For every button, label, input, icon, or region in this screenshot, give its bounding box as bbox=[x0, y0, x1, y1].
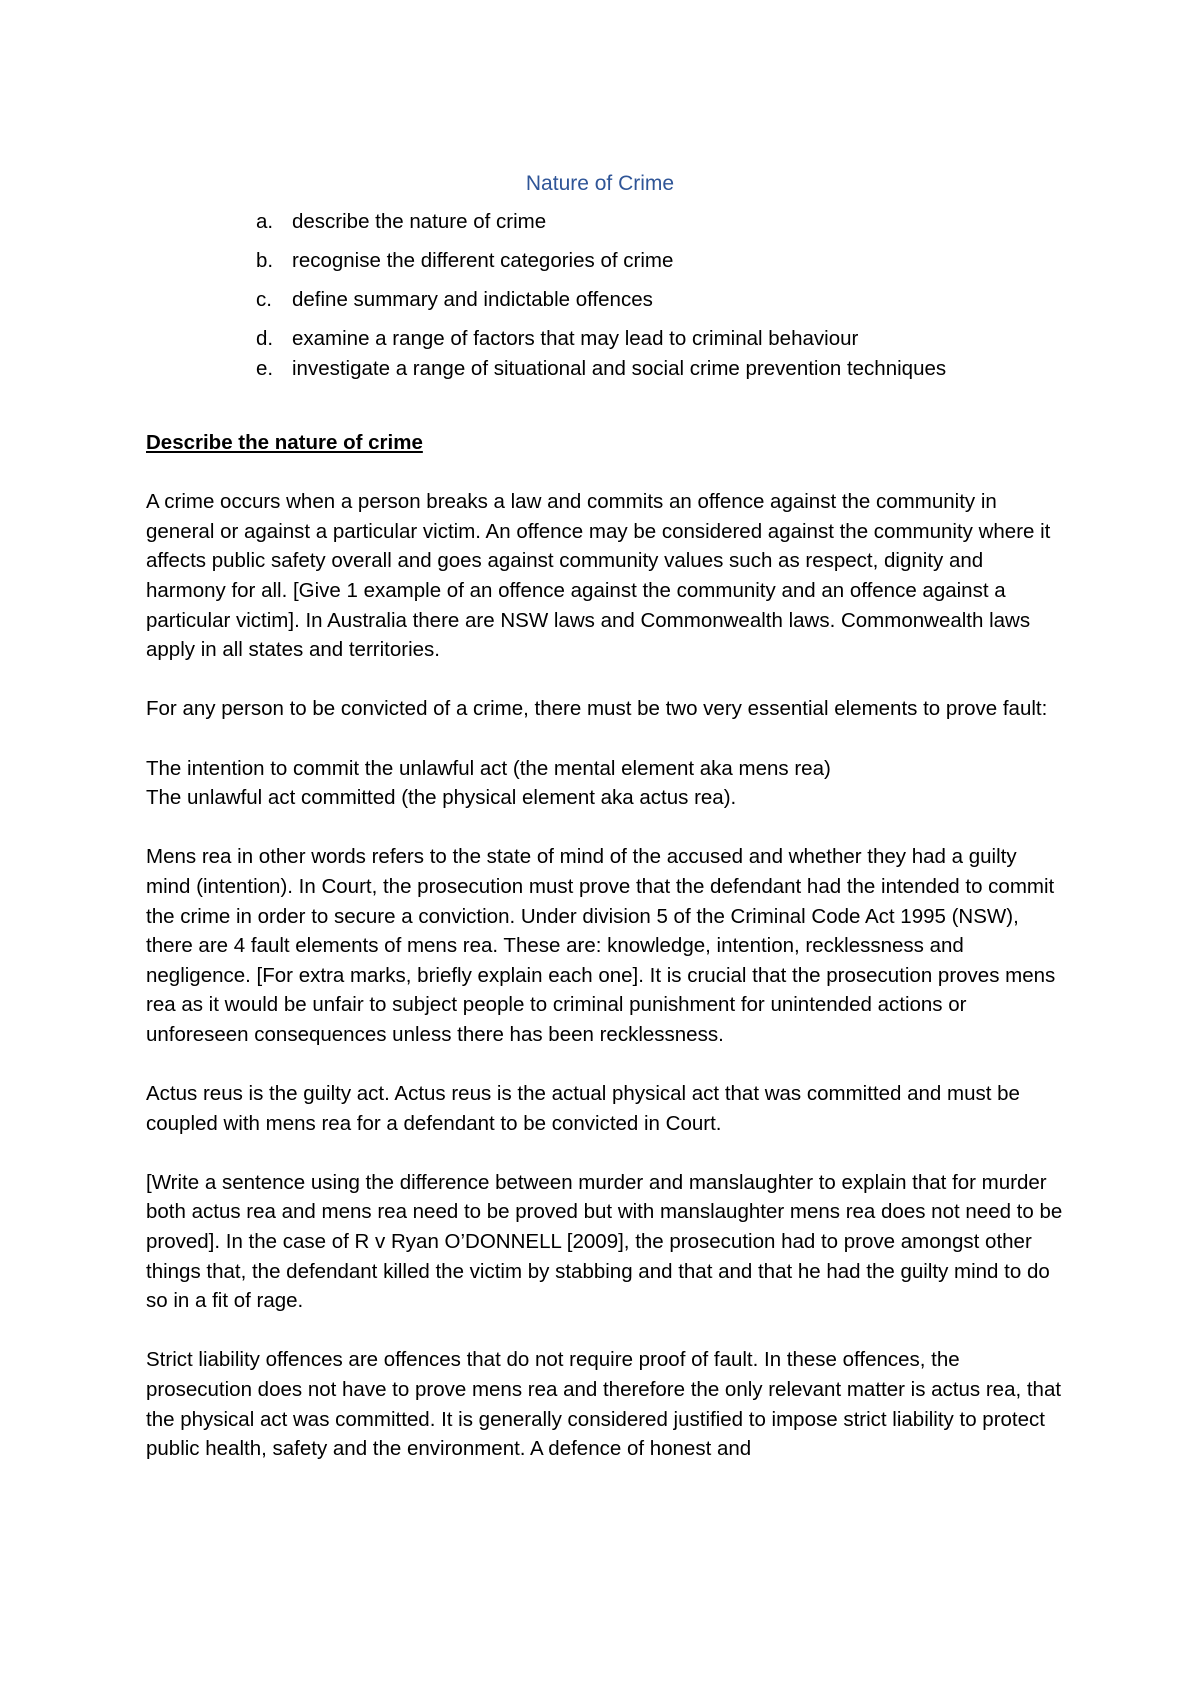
list-item bbox=[256, 355, 946, 383]
list-item-text: describe the nature of crime bbox=[292, 210, 547, 233]
paragraph-elements-of-fault: For any person to be convicted of a crime, there must be two very essential elements to prove fault: bbox=[146, 697, 1048, 721]
paragraph-strict-liability: Strict liability offences are offences that do not require proof of fault. In these offences, the prosecution does not have to prove mens rea and therefore the only relevant matter is actus rea, that the physical act was committed. It is generally considered justified to impose strict liability to protect public health, safety and the environment. A defence of honest and bbox=[146, 1348, 1062, 1461]
paragraph-actus-reus: Actus reus is the guilty act. Actus reus is the actual physical act that was committed and must be coupled with mens rea for a defendant to be convicted in Court. bbox=[146, 1082, 1020, 1135]
paragraph-murder-manslaughter: [Write a sentence using the difference between murder and manslaughter to explain that for murder both actus rea and mens rea need to be proved but with manslaughter mens rea does not need to be proved]. In the case of R v Ryan O’DONNELL [2009], the prosecution had to prove amongst other things that, the defendant killed the victim by stabbing and that and that he had the guilty mind to do so in a fit of rage. bbox=[146, 1170, 1063, 1313]
paragraph-elements-list bbox=[146, 754, 1066, 813]
page-title: Nature of Crime bbox=[525, 172, 675, 195]
list-item-letter: b. bbox=[256, 249, 274, 272]
list-item bbox=[256, 247, 673, 275]
list-item-text: examine a range of factors that may lead to criminal behaviour bbox=[292, 327, 859, 350]
list-item-text: investigate a range of situational and social crime prevention techniques bbox=[292, 357, 947, 380]
document-body bbox=[146, 428, 1066, 1493]
section-heading: Describe the nature of crime bbox=[146, 431, 423, 454]
mental-element-line: The intention to commit the unlawful act (the mental element aka mens rea) bbox=[146, 756, 831, 780]
paragraph-nature-of-crime: A crime occurs when a person breaks a law and commits an offence against the community in general or against a particular victim. An offence may be considered against the community where it affects public safety overall and goes against community values such as respect, dignity and harmony for all. [Give 1 example of an offence against the community and an offence against a particular victim]. In Australia there are NSW laws and Commonwealth laws. Commonwealth laws apply in all states and territories. bbox=[146, 490, 1051, 662]
list-item-letter: a. bbox=[256, 210, 274, 233]
list-item-text: recognise the different categories of crime bbox=[292, 249, 674, 272]
list-item-letter: c. bbox=[256, 288, 272, 311]
list-item bbox=[256, 208, 546, 236]
list-item-letter: e. bbox=[256, 357, 274, 380]
list-item bbox=[256, 286, 653, 314]
paragraph-mens-rea: Mens rea in other words refers to the state of mind of the accused and whether they had a guilty mind (intention). In Court, the prosecution must prove that the defendant had the intended to commit the crime in order to secure a conviction. Under division 5 of the Criminal Code Act 1995 (NSW), there are 4 fault elements of mens rea. These are: knowledge, intention, recklessness and negligence. [For extra marks, briefly explain each one]. It is crucial that the prosecution proves mens rea as it would be unfair to subject people to criminal punishment for unintended actions or unforeseen consequences unless there has been recklessness. bbox=[146, 845, 1056, 1046]
list-item-letter: d. bbox=[256, 327, 274, 350]
list-item-text: define summary and indictable offences bbox=[292, 288, 653, 311]
physical-element-line: The unlawful act committed (the physical element aka actus rea). bbox=[146, 786, 737, 810]
list-item bbox=[256, 325, 858, 353]
